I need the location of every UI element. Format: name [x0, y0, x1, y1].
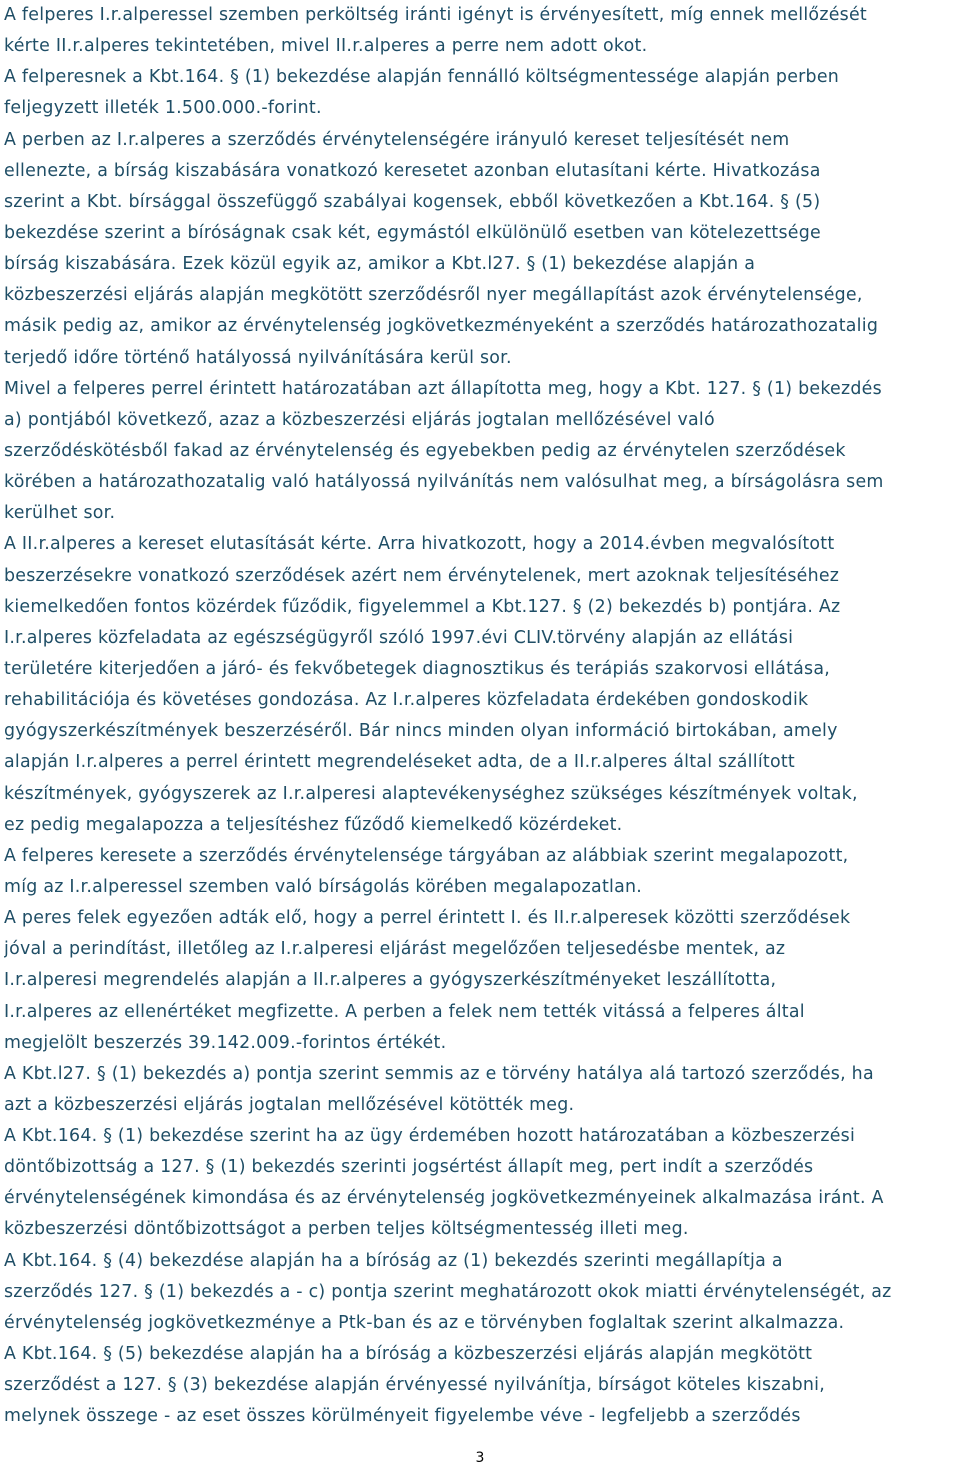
text-line-10: közbeszerzési eljárás alapján megkötött szerződésről nyer megállapítást azok érvénytelensége,: [4, 285, 863, 306]
text-line-16: körében a határozathozatalig való hatályossá nyilvánítás nem valósulhat meg, a bírságolásra sem: [4, 472, 884, 493]
text-line-25: alapján I.r.alperes a perrel érintett megrendeléseket adta, de a II.r.alperes által szállított: [4, 752, 796, 773]
text-line-24: gyógyszerkészítmények beszerzéséről. Bár nincs minden olyan információ birtokában, amely: [4, 721, 838, 742]
text-line-41: A Kbt.164. § (4) bekezdése alapján ha a bíróság az (1) bekezdés szerinti megállapítja a: [4, 1250, 783, 1271]
text-line-29: míg az I.r.alperessel szemben való bírságolás körében megalapozatlan.: [4, 876, 643, 897]
text-line-33: I.r.alperes az ellenértéket megfizette. A perben a felek nem tették vitássá a felperes által: [4, 1001, 805, 1022]
text-line-9: bírság kiszabására. Ezek közül egyik az, amikor a Kbt.l27. § (1) bekezdése alapján a: [4, 254, 756, 275]
text-line-19: beszerzésekre vonatkozó szerződések azért nem érvénytelenek, mert azoknak teljesítéséhez: [4, 565, 840, 586]
text-line-28: A felperes keresete a szerződés érvénytelensége tárgyában az alábbiak szerint megalapozott,: [4, 845, 849, 866]
text-line-42: szerződés 127. § (1) bekezdés a - c) pontja szerint meghatározott okok miatti érvénytelenségét, az: [4, 1281, 892, 1302]
text-line-11: másik pedig az, amikor az érvénytelenség jogkövetkezményeként a szerződés határozathozatalig: [4, 316, 879, 337]
text-line-13: Mivel a felperes perrel érintett határozatában azt állapította meg, hogy a Kbt. 127. § (1) bekezdés: [4, 378, 882, 399]
body-text: [4, 0, 960, 1432]
text-line-12: terjedő időre történő hatályossá nyilvánítására kerül sor.: [4, 347, 512, 368]
text-line-32: I.r.alperesi megrendelés alapján a II.r.alperes a gyógyszerkészítményeket leszállította,: [4, 970, 777, 991]
text-line-43: érvénytelenség jogkövetkezménye a Ptk-ban és az e törvényben foglaltak szerint alkalmazza.: [4, 1312, 845, 1333]
text-line-30: A peres felek egyezően adták elő, hogy a perrel érintett I. és II.r.alperesek közötti szerződések: [4, 908, 851, 929]
text-line-1: A felperes I.r.alperessel szemben perköltség iránti igényt is érvényesített, míg ennek mellőzését: [4, 5, 867, 25]
text-line-22: területére kiterjedően a járó- és fekvőbetegek diagnosztikus és terápiás szakorvosi ellátása,: [4, 658, 831, 679]
text-line-35: A Kbt.l27. § (1) bekezdés a) pontja szerint semmis az e törvény hatálya alá tartozó szerződés, ha: [4, 1063, 874, 1084]
text-line-37: A Kbt.164. § (1) bekezdése szerint ha az ügy érdemében hozott határozatában a közbeszerzési: [4, 1126, 856, 1147]
text-line-20: kiemelkedően fontos közérdek fűződik, figyelemmel a Kbt.127. § (2) bekezdés b) pontjára. Az: [4, 596, 841, 617]
page-number: 3: [475, 1450, 485, 1466]
text-line-15: szerződéskötésből fakad az érvénytelenség és egyebekben pedig az érvénytelen szerződések: [4, 440, 846, 461]
text-line-3: A felperesnek a Kbt.164. § (1) bekezdése alapján fennálló költségmentessége alapján perben: [4, 67, 840, 88]
text-line-26: készítmények, gyógyszerek az I.r.alperesi alaptevékenységhez szükséges készítmények voltak,: [4, 783, 858, 804]
text-line-17: kerülhet sor.: [4, 503, 116, 524]
text-line-34: megjelölt beszerzés 39.142.009.-forintos értékét.: [4, 1032, 447, 1053]
text-line-14: a) pontjából következő, azaz a közbeszerzési eljárás jogtalan mellőzésével való: [4, 409, 715, 430]
text-line-44: A Kbt.164. § (5) bekezdése alapján ha a bíróság a közbeszerzési eljárás alapján megkötött: [4, 1344, 813, 1365]
text-line-6: ellenezte, a bírság kiszabására vonatkozó keresetet azonban elutasítani kérte. Hivatkozása: [4, 160, 821, 181]
text-line-8: bekezdése szerint a bíróságnak csak két, egymástól elkülönülő esetben van kötelezettsége: [4, 222, 821, 243]
text-line-18: A II.r.alperes a kereset elutasítását kérte. Arra hivatkozott, hogy a 2014.évben megvalósított: [4, 534, 835, 555]
text-line-21: I.r.alperes közfeladata az egészségügyről szóló 1997.évi CLIV.törvény alapján az ellátási: [4, 627, 794, 648]
text-line-39: érvénytelenségének kimondása és az érvénytelenség jogkövetkezményeinek alkalmazása iránt. A: [4, 1188, 884, 1209]
text-line-27: ez pedig megalapozza a teljesítéshez fűződő kiemelkedő közérdeket.: [4, 814, 623, 835]
text-line-4: feljegyzett illeték 1.500.000.-forint.: [4, 98, 322, 119]
text-line-40: közbeszerzési döntőbizottságot a perben teljes költségmentesség illeti meg.: [4, 1219, 689, 1240]
text-line-38: döntőbizottság a 127. § (1) bekezdés szerinti jogsértést állapít meg, pert indít a szerződés: [4, 1157, 814, 1178]
text-line-5: A perben az I.r.alperes a szerződés érvénytelenségére irányuló kereset teljesítését nem: [4, 129, 790, 150]
text-line-31: jóval a perindítást, illetőleg az I.r.alperesi eljárást megelőzően teljesedésbe mentek, az: [4, 939, 786, 960]
text-line-46: melynek összege - az eset összes körülményeit figyelembe véve - legfeljebb a szerződés: [4, 1406, 801, 1427]
text-line-45: szerződést a 127. § (3) bekezdése alapján érvényessé nyilvánítja, bírságot köteles kiszabni,: [4, 1375, 826, 1396]
text-line-23: rehabilitációja és követéses gondozása. Az I.r.alperes közfeladata érdekében gondoskodik: [4, 690, 809, 711]
text-line-36: azt a közbeszerzési eljárás jogtalan mellőzésével kötötték meg.: [4, 1094, 575, 1115]
text-line-7: szerint a Kbt. bírsággal összefüggő szabályai kogensek, ebből következően a Kbt.164. § (5): [4, 191, 821, 212]
text-line-2: kérte II.r.alperes tekintetében, mivel II.r.alperes a perre nem adott okot.: [4, 36, 648, 57]
